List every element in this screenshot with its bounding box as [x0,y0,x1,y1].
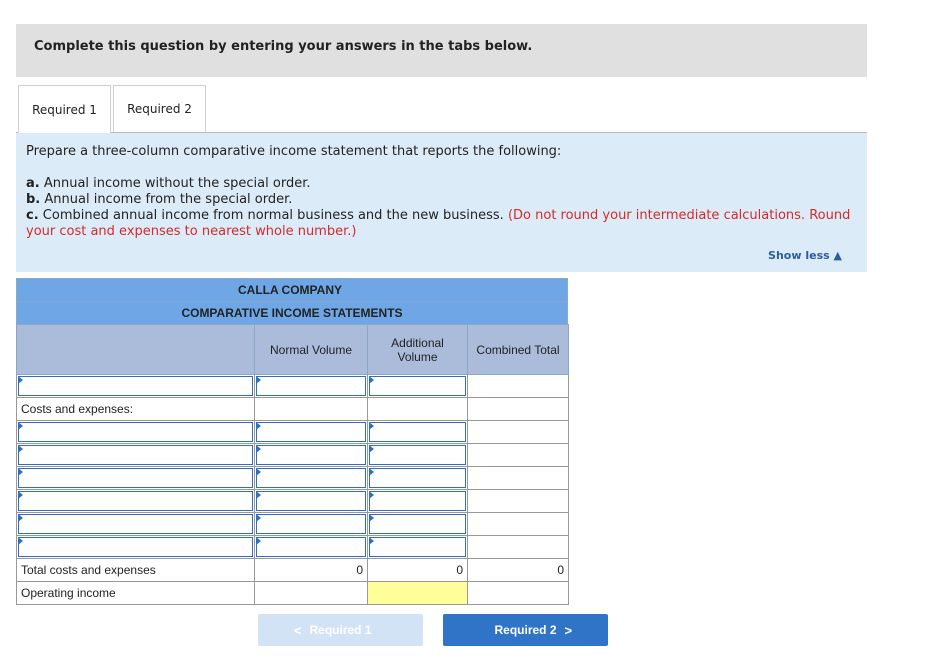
sales-label-input[interactable] [17,375,255,398]
cost-label-input[interactable] [17,444,255,467]
input-marker-icon [369,376,374,384]
operating-combined-cell [468,582,569,605]
cost-label-input[interactable] [17,467,255,490]
cost-row [17,536,569,559]
operating-income-row [17,582,569,605]
cost-normal-input[interactable] [255,467,368,490]
input-marker-icon [369,537,374,545]
dropdown-marker-icon [18,514,23,522]
input-marker-icon [369,514,374,522]
cost-additional-input[interactable] [368,490,468,513]
input-marker-icon [256,422,261,430]
statement-table [16,324,569,605]
instructions-list [26,176,861,240]
dropdown-marker-icon [18,422,23,430]
total-additional-value: 0 [368,559,468,582]
show-less-link[interactable]: Show less ▲ [768,249,842,262]
cost-row [17,490,569,513]
operating-normal-cell [255,582,368,605]
instructions-panel [16,133,867,272]
cost-normal-input[interactable] [255,490,368,513]
cost-row [17,421,569,444]
dropdown-marker-icon [18,537,23,545]
next-button[interactable]: Required 2 > [443,614,608,646]
sales-row [17,375,569,398]
cost-normal-input[interactable] [255,444,368,467]
triangle-up-icon: ▲ [833,249,842,262]
input-marker-icon [256,468,261,476]
cost-normal-input[interactable] [255,421,368,444]
cost-additional-input[interactable] [368,421,468,444]
costs-header-row [17,398,569,421]
instruction-c: c. Combined annual income from normal business and the new business. (Do not round your intermediate calculations. Round your cost and expenses to nearest whole number.) [26,208,851,239]
dropdown-marker-icon [18,468,23,476]
operating-income-label: Operating income [17,582,255,605]
column-header-row [17,325,569,375]
cost-combined-cell [468,513,569,536]
chevron-left-icon: < [293,622,302,638]
chevron-right-icon: > [564,622,573,638]
cost-additional-input[interactable] [368,536,468,559]
column-header-normal: Normal Volume [255,325,368,375]
dropdown-marker-icon [18,445,23,453]
total-normal-value: 0 [255,559,368,582]
cost-combined-cell [468,490,569,513]
instructions-intro: Prepare a three-column comparative income statement that reports the following: [26,144,562,159]
question-title: Complete this question by entering your answers in the tabs below. [34,39,533,54]
cost-row [17,513,569,536]
column-header-blank [17,325,255,375]
cost-combined-cell [468,421,569,444]
tab-required-1[interactable]: Required 1 [18,85,111,133]
cost-label-input[interactable] [17,421,255,444]
cost-combined-cell [468,467,569,490]
column-header-additional: Additional Volume [368,325,468,375]
column-header-combined: Combined Total [468,325,569,375]
cost-combined-cell [468,444,569,467]
cost-additional-input[interactable] [368,513,468,536]
income-statement [16,278,568,605]
cost-row [17,444,569,467]
rounding-note: (Do not round your intermediate calculations. Round your cost and expenses to nearest whole number.) [26,208,851,239]
instruction-a: a. Annual income without the special order. [26,176,311,191]
input-marker-icon [369,445,374,453]
statement-title: COMPARATIVE INCOME STATEMENTS [16,301,568,324]
cost-additional-input[interactable] [368,444,468,467]
input-marker-icon [256,514,261,522]
sales-normal-input[interactable] [255,375,368,398]
costs-label: Costs and expenses: [17,398,255,421]
cost-normal-input[interactable] [255,513,368,536]
sales-additional-input[interactable] [368,375,468,398]
cost-normal-input[interactable] [255,536,368,559]
question-header [16,24,867,77]
company-name: CALLA COMPANY [16,278,568,301]
total-combined-value: 0 [468,559,569,582]
operating-additional-cell [368,582,468,605]
input-marker-icon [369,468,374,476]
dropdown-marker-icon [18,376,23,384]
total-costs-label: Total costs and expenses [17,559,255,582]
dropdown-marker-icon [18,491,23,499]
cost-label-input[interactable] [17,536,255,559]
prev-button[interactable]: < Required 1 [258,614,423,646]
input-marker-icon [256,445,261,453]
input-marker-icon [369,491,374,499]
cost-row [17,467,569,490]
instruction-b: b. Annual income from the special order. [26,192,293,207]
input-marker-icon [256,376,261,384]
total-costs-row [17,559,569,582]
cost-label-input[interactable] [17,490,255,513]
sales-combined-cell [468,375,569,398]
input-marker-icon [256,491,261,499]
cost-additional-input[interactable] [368,467,468,490]
input-marker-icon [369,422,374,430]
cost-label-input[interactable] [17,513,255,536]
input-marker-icon [256,537,261,545]
cost-combined-cell [468,536,569,559]
tab-required-2[interactable]: Required 2 [113,85,206,132]
